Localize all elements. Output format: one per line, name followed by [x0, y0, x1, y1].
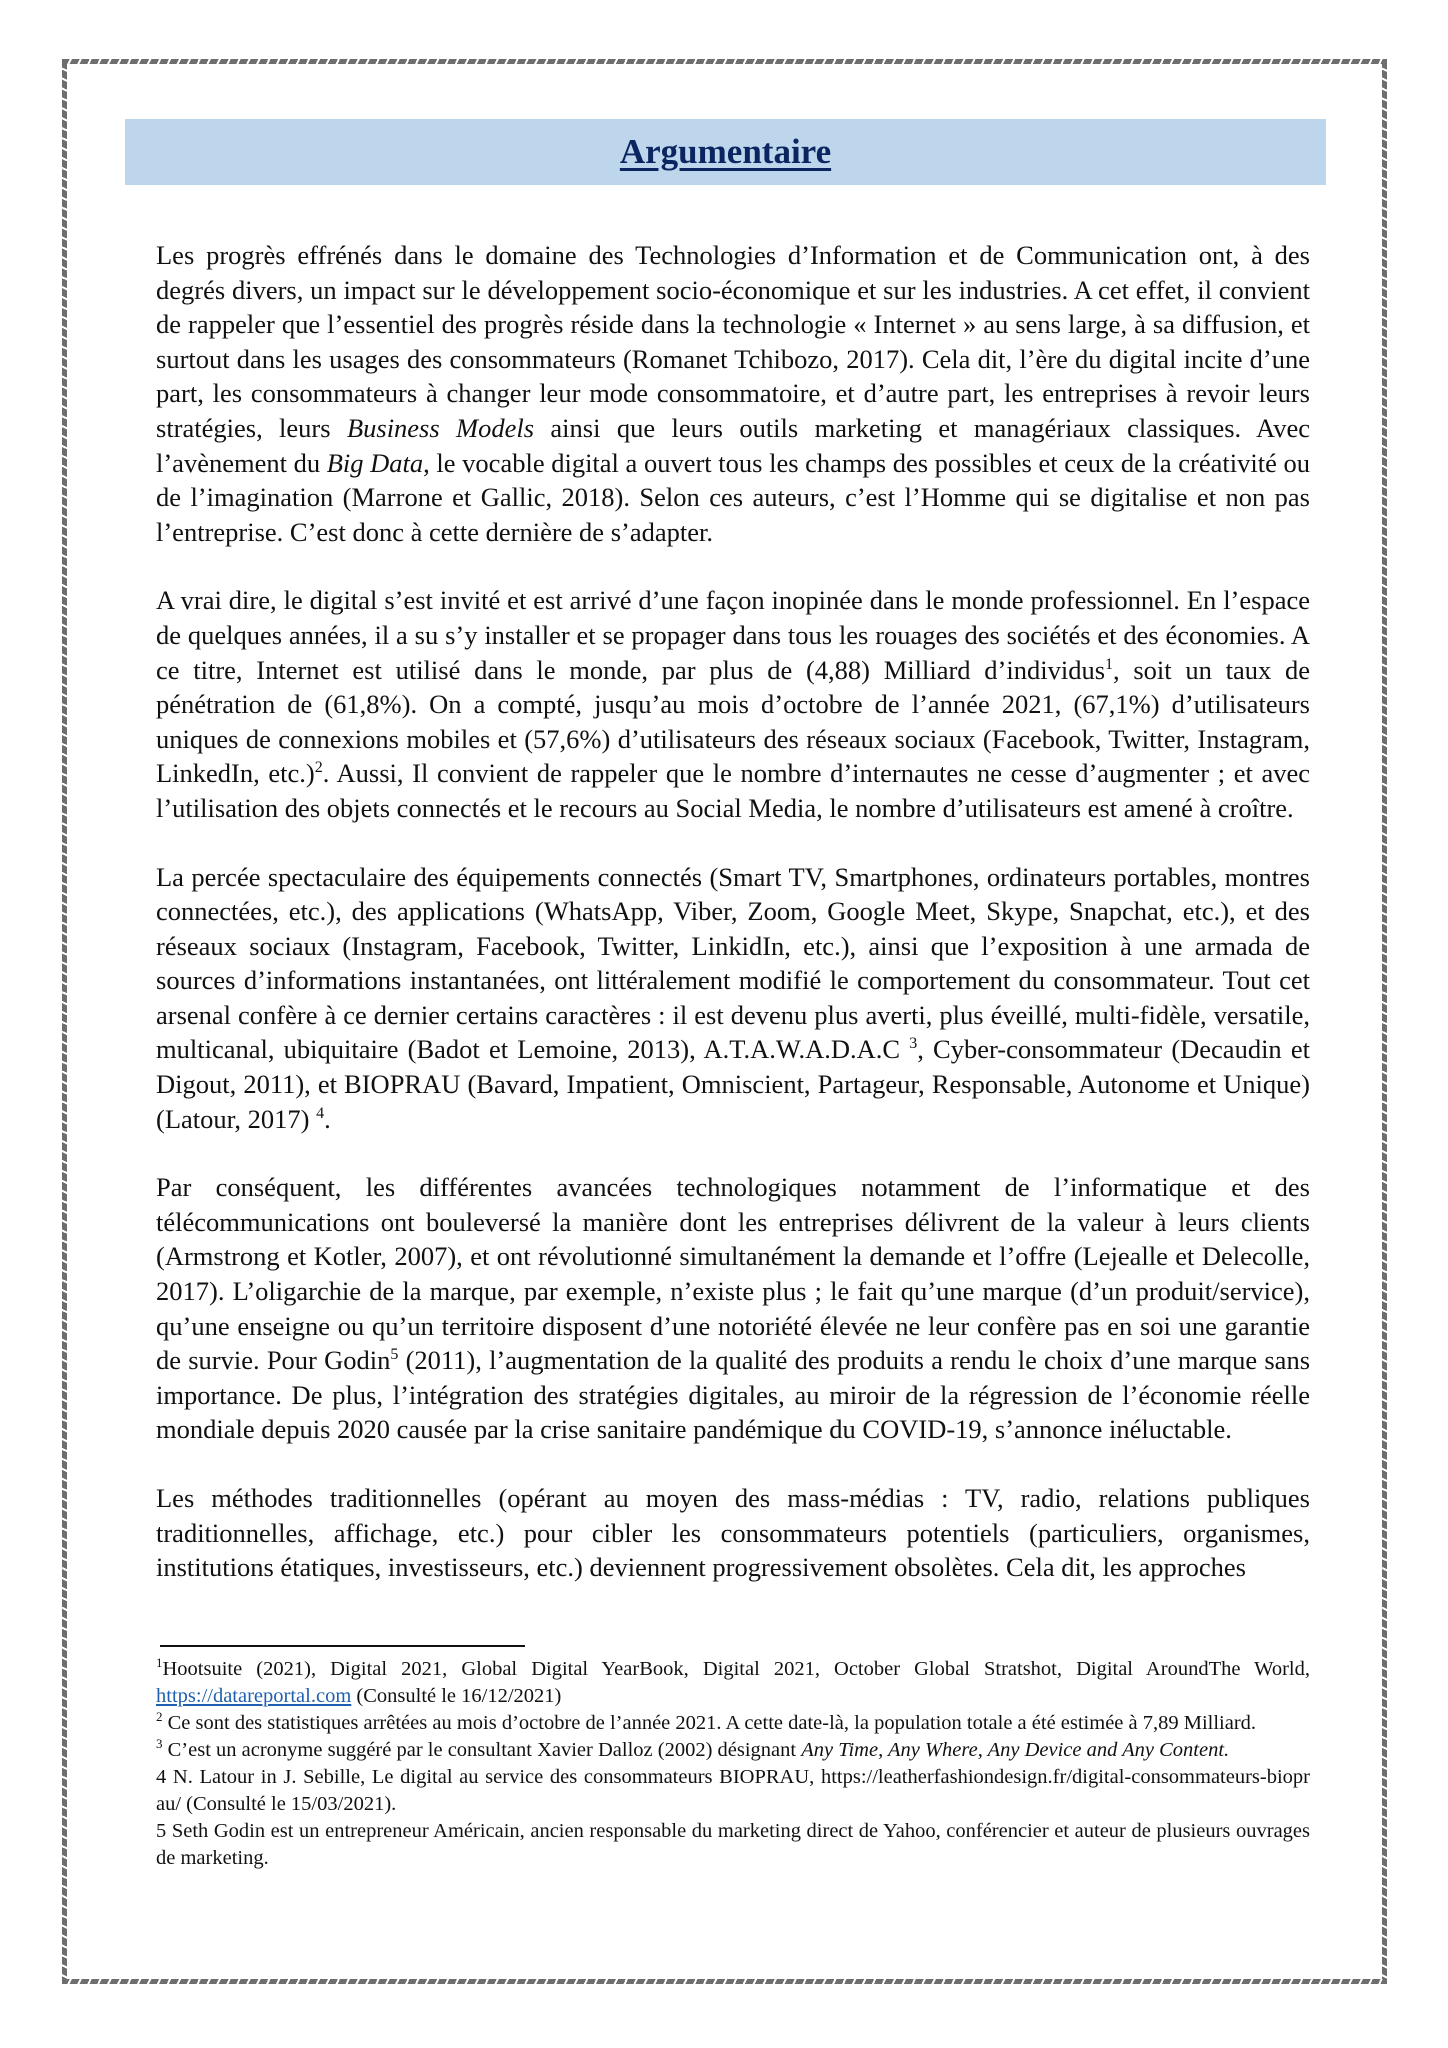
paragraph-1 — [156, 238, 1310, 549]
footnote-3 — [156, 1737, 1310, 1764]
footnote-text: (Consulté le 16/12/2021) — [351, 1685, 562, 1707]
footnote-number: 1 — [156, 1655, 163, 1671]
footnotes — [156, 1656, 1310, 1872]
footnote-ref-3[interactable]: 3 — [909, 1035, 918, 1053]
footnote-1 — [156, 1656, 1310, 1710]
paragraph-5 — [156, 1481, 1310, 1585]
footnote-ref-5[interactable]: 5 — [390, 1346, 399, 1364]
footnote-ref-1[interactable]: 1 — [1105, 655, 1114, 673]
footnote-text: 5 Seth Godin est un entrepreneur Américain, ancien responsable du marketing direct de Yahoo, conférencier et auteur de plusieurs ouvrages de marketing. — [156, 1820, 1310, 1869]
footnote-text: C’est un acronyme suggéré par le consultant Xavier Dalloz (2002) désignant — [162, 1739, 802, 1761]
footnote-ref-4[interactable]: 4 — [316, 1104, 325, 1122]
text-run: , le vocable digital a ouvert tous les champs des possibles et ceux de la créativité ou de l’imagination (Marrone et Gallic, 2018). Selon ces auteurs, c’est l’Homme qui se digitalise et non pas l’entreprise. C’est donc à cette dernière de s’adapter. — [156, 447, 1310, 547]
italic-term: Business Models — [346, 412, 535, 443]
paragraph-4 — [156, 1170, 1310, 1447]
text-run: . — [324, 1103, 331, 1134]
text-run: La percée spectaculaire des équipements connectés (Smart TV, Smartphones, ordinateurs portables, montres connectées, etc.), des applications (WhatsApp, Viber, Zoom, Google Meet, Skype, Snapchat, etc.), et des réseaux sociaux (Instagram, Facebook, Twitter, LinkidIn, etc.), ainsi que l’exposition à une armada de sources d’informations instantanées, ont littéralement modifié le comportement du consommateur. Tout cet arsenal confère à ce dernier certains caractères : il est devenu plus averti, plus éveillé, multi-fidèle, versatile, multicanal, ubiquitaire (Badot et Lemoine, 2013), A.T.A.W.A.D.A.C — [156, 861, 1310, 1065]
text-run: Les méthodes traditionnelles (opérant au moyen des mass-médias : TV, radio, relations publiques traditionnelles, affichage, etc.) pour cibler les consommateurs potentiels (particuliers, organismes, institutions étatiques, investisseurs, etc.) deviennent progressivement obsolètes. Cela dit, les approches — [156, 1483, 1310, 1583]
italic-term: Big Data — [326, 447, 424, 478]
text-run: , soit un taux de pénétration de (61,8%). On a compté, jusqu’au mois d’octobre de l’année 2021, (67,1%) d’utilisateurs uniques de connexions mobiles et (57,6%) d’utilisateurs des réseaux sociaux (Facebook, Twitter, Instagram, LinkedIn, etc.) — [156, 654, 1310, 789]
footnote-text: 4 N. Latour in J. Sebille, Le digital au service des consommateurs BIOPRAU, https://leatherfashiondesign.fr/digital-consommateurs-biopr​au/ (Consulté le 15/03/2021). — [156, 1766, 1310, 1815]
footnote-number: 3 — [156, 1736, 163, 1752]
text-run: A vrai dire, le digital s’est invité et est arrivé d’une façon inopinée dans le monde professionnel. En l’espace de quelques années, il a su s’y installer et se propager dans tous les rouages des sociétés et des économies. A ce titre, Internet est utilisé dans le monde, par plus de (4,88) Milliard d’individus — [156, 585, 1310, 685]
footnote-number: 2 — [156, 1709, 163, 1725]
title-banner — [125, 119, 1326, 185]
text-run: ainsi que leurs outils marketing et managériaux classiques. Avec l’avènement du — [156, 412, 1310, 478]
datareportal-link[interactable]: https://datareportal.com — [156, 1685, 352, 1707]
footnote-2 — [156, 1710, 1310, 1737]
footnote-4 — [156, 1764, 1310, 1818]
footnote-ref-2[interactable]: 2 — [314, 759, 323, 777]
text-run: . Aussi, Il convient de rappeler que le nombre d’internautes ne cesse d’augmenter ; et avec l’utilisation des objets connectés et le recours au Social Media, le nombre d’utilisateurs est amené à croître. — [156, 758, 1311, 823]
paragraph-3 — [156, 860, 1310, 1137]
footnote-separator — [160, 1645, 525, 1647]
footnote-italic: Any Time, Any Where, Any Device and Any Content. — [801, 1739, 1230, 1761]
paragraph-2 — [156, 583, 1310, 825]
footnote-text: Hootsuite (2021), Digital 2021, Global Digital YearBook, Digital 2021, October Global Stratshot, Digital AroundThe World, — [162, 1658, 1310, 1680]
footnote-text: Ce sont des statistiques arrêtées au mois d’octobre de l’année 2021. A cette date-là, la population totale a été estimée à 7,89 Milliard. — [162, 1712, 1257, 1734]
text-run: Les progrès effrénés dans le domaine des Technologies d’Information et de Communication ont, à des degrés divers, un impact sur le développement socio-économique et sur les industries. A cet effet, il convient de rappeler que l’essentiel des progrès réside dans la technologie « Internet » au sens large, à sa diffusion, et surtout dans les usages des consommateurs (Romanet Tchibozo, 2017). Cela dit, l’ère du digital incite d’une part, les consommateurs à changer leur mode consommatoire, et d’autre part, les entreprises à revoir leurs stratégies, leurs — [156, 240, 1310, 443]
text-run: (2011), l’augmentation de la qualité des produits a rendu le choix d’une marque sans importance. De plus, l’intégration des stratégies digitales, au miroir de la régression de l’économie réelle mondiale depuis 2020 causée par la crise sanitaire pandémique du COVID-19, s’annonce inéluctable. — [156, 1345, 1311, 1445]
text-run: , Cyber-consommateur (Decaudin et Digout, 2011), et BIOPRAU (Bavard, Impatient, Omniscient, Partageur, Responsable, Autonome et Unique) (Latour, 2017) — [156, 1034, 1310, 1134]
page-title: Argumentaire — [619, 132, 832, 171]
footnote-5 — [156, 1818, 1310, 1872]
body-text — [156, 238, 1310, 1619]
text-run: Par conséquent, les différentes avancées technologiques notamment de l’informatique et des télécommunications ont bouleversé la manière dont les entreprises délivrent de la valeur à leurs clients (Armstrong et Kotler, 2007), et ont révolutionné simultanément la demande et l’offre (Lejealle et Delecolle, 2017). L’oligarchie de la marque, par exemple, n’existe plus ; le fait qu’une marque (d’un produit/service), qu’une enseigne ou qu’un territoire disposent d’une notoriété élevée ne leur confère pas en soi une garantie de survie. Pour Godin — [156, 1172, 1310, 1376]
